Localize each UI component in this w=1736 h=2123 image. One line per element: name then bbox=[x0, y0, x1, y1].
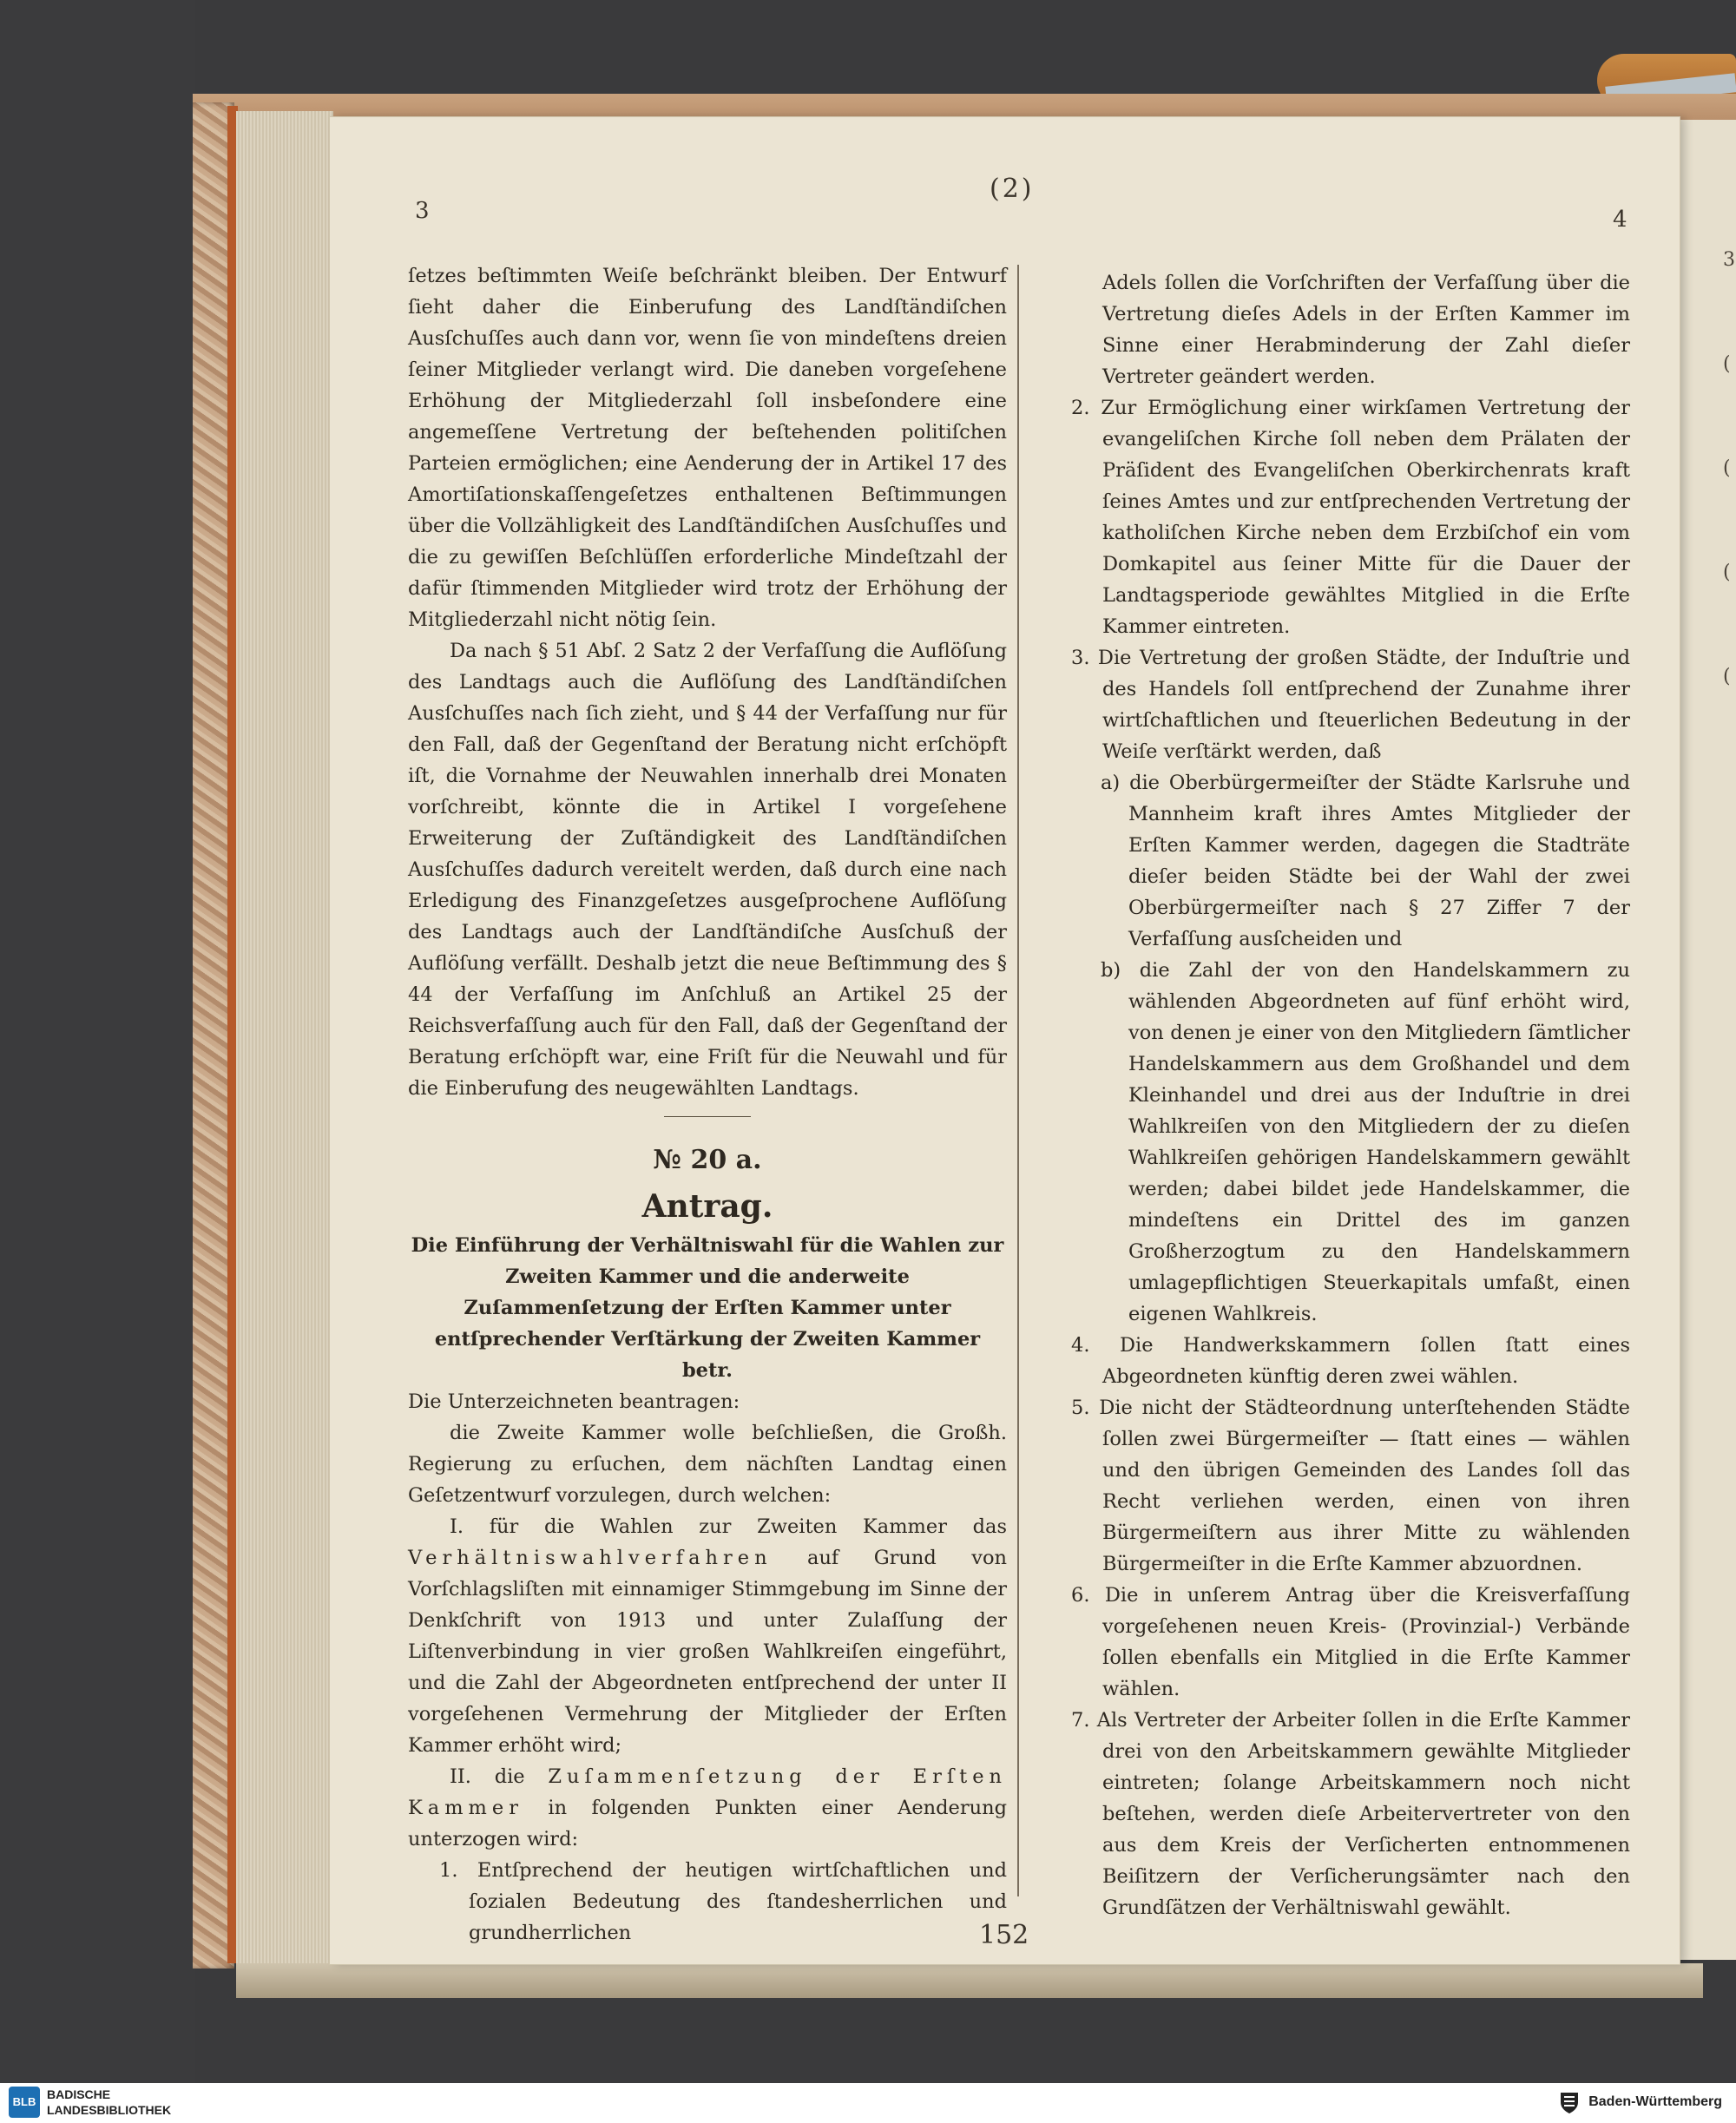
viewer-footer bbox=[0, 2083, 1736, 2123]
section-rule bbox=[664, 1116, 751, 1117]
list-item: b) die Zahl der von den Handelskammern zu wählenden Abgeordneten auf fünf erhöht wird, von denen je einer von den Mitgliedern ſämtlicher Handelskammern aus dem Großhandel und dem Kleinhandel und drei aus der Induſtrie in drei Wahlkreiſen von den Mitgliedern der zu dieſen Wahlkreiſen gehörigen Handelskammern gewählt werden; dabei bildet jede Handelskammer, die mindeſtens ein Drittel des im ganzen Großherzogtum zu den Handelskammern umlagepflichtigen Steuerkapitals umfaßt, einen eigenen Wahlkreis. bbox=[1101, 959, 1630, 1325]
paragraph: ſetzes beſtimmten Weiſe beſchränkt bleiben. Der Entwurf ſieht daher die Einberufung des Landſtändiſchen Ausſchuſſes auch dann vor, wenn ſie von mindeſtens dreien ſeiner Mitglieder verlangt wird. Die daneben vorgeſehene Erhöhung der Mitgliederzahl ſoll insbeſondere eine angemeſſene Vertretung der beſtehenden politiſchen Parteien ermöglichen; eine Aenderung der in Artikel 17 des Amortiſationskaſſengeſetzes enthaltenen Beſtimmungen über die Vollzähligkeit des Landſtändiſchen Ausſchuſſes und die zu gewiſſen Beſchlüſſen erforderliche Mindeſtzahl der dafür ſtimmenden Mitglieder wird trotz der Erhöhung der Mitgliederzahl nicht nötig ſein. bbox=[408, 265, 1007, 631]
bw-logo[interactable] bbox=[1557, 2090, 1722, 2114]
blb-name-line1: BADISCHE bbox=[47, 2087, 111, 2101]
blb-name[interactable] bbox=[47, 2087, 171, 2118]
book-bottom bbox=[236, 1963, 1703, 1998]
item-I bbox=[408, 1511, 1007, 1761]
background bbox=[0, 0, 195, 2083]
item-II-prefix: II. die bbox=[450, 1765, 525, 1788]
book-leaves bbox=[236, 111, 333, 1969]
list-item: 3. Die Vertretung der großen Städte, der Induſtrie und des Handels ſoll entſprechend der Zunahme ihrer wirtſchaftlichen und ſteuerlichen Bedeutung in der Weiſe verſtärkt werden, daß bbox=[1071, 647, 1630, 763]
list-item: 2. Zur Ermöglichung einer wirkſamen Vertretung der evangeliſchen Kirche ſoll neben dem Prälaten der Präſident des Evangeliſchen Oberkirchenrats kraft ſeines Amtes und zur entſprechenden Vertretung der katholiſchen Kirche neben dem Erzbiſchof ein vom Domkapitel aus ſeiner Mitte für die Dauer der Landtagsperiode gewähltes Mitglied in die Erſte Kammer eintreten. bbox=[1071, 397, 1630, 638]
left-column bbox=[408, 260, 1007, 1949]
intro-paragraph: die Zweite Kammer wolle beſchließen, die Großh. Regierung zu erſuchen, dem nächſten Landtag einen Geſetzentwurf vorzulegen, durch welchen: bbox=[408, 1422, 1007, 1507]
page-number-left: 3 bbox=[415, 198, 430, 224]
item-II-text: in folgenden Punkten einer Aenderung unterzogen wird: bbox=[408, 1797, 1007, 1850]
list-item: 7. Als Vertreter der Arbeiter ſollen in die Erſte Kammer drei von den Arbeitskammern gewählte Mitglieder eintreten; ſolange Arbeitskammern noch nicht beſtehen, werden dieſe Arbeitervertreter von den aus dem Kreis der Verſicherten entnommenen Beiſitzern der Verſicherungsämter nach den Grundſätzen der Verhältniswahl gewählt. bbox=[1071, 1709, 1630, 1919]
column-divider bbox=[1017, 265, 1019, 1896]
next-page-margin-marks: 3 ( ( ( ( bbox=[1723, 249, 1735, 687]
footer-page-number: 152 bbox=[979, 1920, 1029, 1950]
paragraph: Adels ſollen die Vorſchriften der Verfaſſung über die Vertretung dieſes Adels in der Erſten Kammer im Sinne einer Herabminderung der Zahl dieſer Vertreter geändert werden. bbox=[1102, 272, 1630, 388]
list-item: a) die Oberbürgermeiſter der Städte Karlsruhe und Mannheim kraft ihres Amtes Mitglieder der Erſten Kammer werden, dagegen die Stadträte dieſer beiden Städte bei der Wahl der zwei Oberbürgermeiſter nach § 27 Ziffer 7 der Verfaſſung ausſcheiden und bbox=[1101, 772, 1630, 950]
header-number: (2) bbox=[990, 174, 1035, 204]
item-II-emphasis: Zuſammenſetzung der Erſten Kammer bbox=[408, 1765, 1007, 1819]
document-title: Antrag. bbox=[641, 1188, 773, 1225]
item-I-emphasis: Verhältniswahlverfahren bbox=[408, 1547, 773, 1569]
item-I-text: auf Grund von Vorſchlagsliſten mit einnamiger Stimmgebung im Sinne der Denkſchrift von 1913 und unter Zulaſſung der Liſtenverbindung in vier großen Wahlkreiſen eingeführt, und die Zahl der Abgeordneten entſprechend der unter II vorgeſehenen Vermehrung der Mitglieder der Erſten Kammer erhöht wird; bbox=[408, 1547, 1008, 1757]
list-item: 5. Die nicht der Städteordnung unterſtehenden Städte ſollen zwei Bürgermeiſter — ſtatt eines — wählen und den übrigen Gemeinden des Landes ſoll das Recht verliehen werden, einen von ihren Bürgermeiſtern aus ihrer Mitte zu wählenden Bürgermeiſter in die Erſte Kammer abzuordnen. bbox=[1071, 1397, 1630, 1575]
document-subtitle: Die Einführung der Verhältniswahl für die Wahlen zur Zweiten Kammer und die anderweite Zuſammenſetzung der Erſten Kammer unter entſprechender Verſtärkung der Zweiten Kammer betr. bbox=[411, 1234, 1004, 1382]
paragraph: Da nach § 51 Abſ. 2 Satz 2 der Verfaſſung die Auflöſung des Landtags auch die Auflöſung des Landſtändiſchen Ausſchuſſes nach ſich zieht, und § 44 der Verfaſſung nur für den Fall, daß der Gegenſtand der Beratung nicht erſchöpft iſt, die Vornahme der Neuwahlen innerhalb drei Monaten vorſchreibt, könnte die in Artikel I vorgeſehene Erweiterung der Zuſtändigkeit des Landſtändiſchen Ausſchuſſes dadurch vereitelt werden, daß durch eine nach Erledigung des Finanzgeſetzes ausgeſprochene Auflöſung des Landtags auch der Landſtändiſche Ausſchuß der Auflöſung verfällt. Deshalb jetzt die neue Beſtimmung des § 44 der Verfaſſung im Anſchluß an Artikel 25 der Reichsverfaſſung auch für den Fall, daß der Gegenſtand der Beratung erſchöpft war, eine Friſt für die Neuwahl und für die Einberufung des neugewählten Landtags. bbox=[408, 640, 1007, 1100]
page-number-right: 4 bbox=[1613, 207, 1628, 233]
right-column bbox=[1068, 267, 1630, 1923]
document-number: № 20 a. bbox=[653, 1145, 762, 1175]
list-item: 6. Die in unſerem Antrag über die Kreisverfaſſung vorgeſehenen neuen Kreis- (Provinzial-) Verbände ſollen ebenfalls ein Mitglied in die Erſte Kammer wählen. bbox=[1071, 1584, 1630, 1700]
blb-name-line2: LANDESBIBLIOTHEK bbox=[47, 2103, 172, 2117]
item-II-1: 1. Entſprechend der heutigen wirtſchaftlichen und ſozialen Bedeutung des ſtandesherrlichen und grundherrlichen bbox=[439, 1859, 1007, 1944]
coat-of-arms-icon bbox=[1557, 2090, 1581, 2114]
item-I-prefix: I. für die Wahlen zur Zweiten Kammer das bbox=[450, 1515, 1007, 1538]
blb-logo[interactable]: BLB bbox=[9, 2087, 40, 2118]
intro-line: Die Unterzeichneten beantragen: bbox=[408, 1390, 740, 1413]
item-II bbox=[408, 1761, 1007, 1855]
list-item: 4. Die Handwerkskammern ſollen ſtatt eines Abgeordneten künftig deren zwei wählen. bbox=[1071, 1334, 1630, 1388]
bw-label: Baden-Württemberg bbox=[1588, 2094, 1722, 2110]
